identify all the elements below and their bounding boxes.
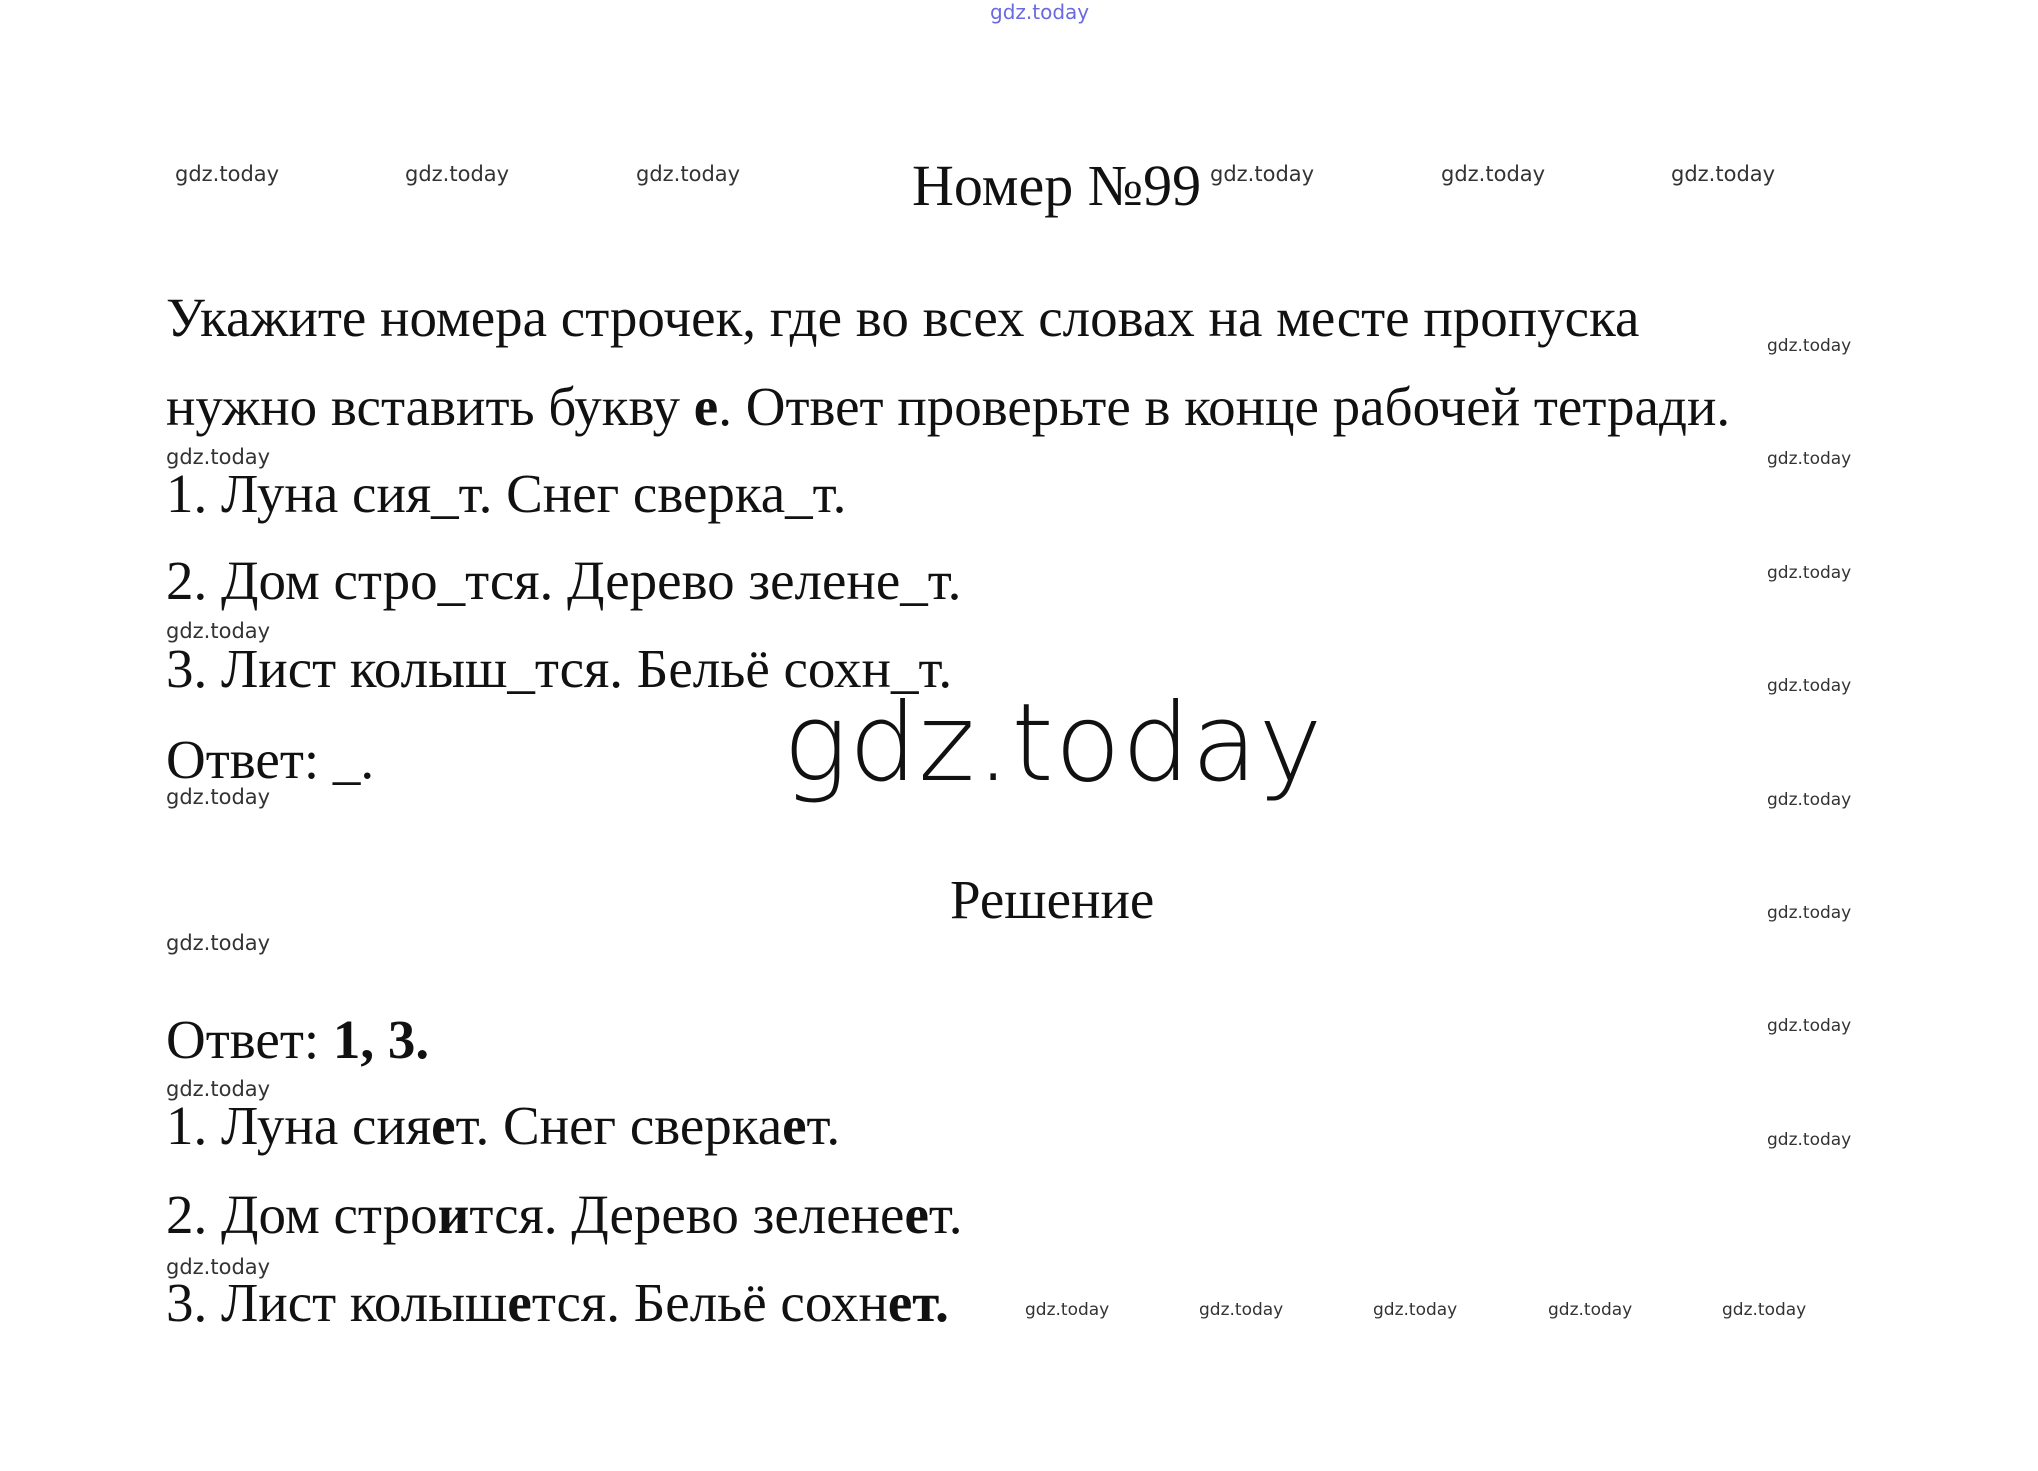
task-line-1: Укажите номера строчек, где во всех словах на месте пропуска (166, 287, 1640, 348)
watermark: gdz.today (1767, 563, 1852, 583)
inserted-letter: е (431, 1095, 456, 1156)
watermark: gdz.today (1767, 1016, 1852, 1036)
solution-text: т. (928, 1184, 963, 1245)
watermark-large: gdz.today (783, 681, 1324, 806)
watermark: gdz.today (1767, 336, 1852, 356)
watermark: gdz.today (1767, 1130, 1852, 1150)
task-line-2: нужно вставить букву е. Ответ проверьте в конце рабочей тетради. (166, 376, 1731, 437)
inserted-letter: и (437, 1184, 470, 1245)
watermark: gdz.today (166, 1255, 271, 1279)
inserted-letter: е (782, 1095, 807, 1156)
answer-blank: Ответ: _. (166, 729, 375, 790)
watermark: gdz.today (1722, 1300, 1807, 1320)
solution-text: т. Снег сверка (455, 1095, 783, 1156)
watermark: gdz.today (175, 162, 280, 186)
solution-line-2 (166, 1184, 963, 1245)
watermark-top: gdz.today (990, 0, 1090, 24)
watermark: gdz.today (166, 931, 271, 955)
watermark: gdz.today (636, 162, 741, 186)
inserted-letter: е (904, 1184, 929, 1245)
watermark: gdz.today (1025, 1300, 1110, 1320)
watermark: gdz.today (1767, 903, 1852, 923)
exercise-line-3: 3. Лист колыш_тся. Бельё сохн_т. (166, 638, 953, 699)
inserted-letter: ет. (887, 1272, 949, 1333)
watermark: gdz.today (166, 619, 271, 643)
exercise-line-1: 1. Луна сия_т. Снег сверка_т. (166, 463, 847, 524)
inserted-letter: е (507, 1272, 532, 1333)
solution-line-3 (166, 1272, 949, 1333)
solution-text: тся. Дерево зелене (469, 1184, 905, 1245)
watermark: gdz.today (1671, 162, 1776, 186)
solution-text: 3. Лист колыш (166, 1272, 508, 1333)
solution-text: 2. Дом стро (166, 1184, 438, 1245)
watermark: gdz.today (1767, 790, 1852, 810)
watermark: gdz.today (1548, 1300, 1633, 1320)
watermark: gdz.today (1373, 1300, 1458, 1320)
watermark: gdz.today (166, 445, 271, 469)
watermark: gdz.today (1441, 162, 1546, 186)
watermark: gdz.today (1199, 1300, 1284, 1320)
watermark: gdz.today (1767, 676, 1852, 696)
watermark: gdz.today (1767, 449, 1852, 469)
solution-text: т. (806, 1095, 841, 1156)
solution-line-1 (166, 1095, 841, 1156)
watermark: gdz.today (1210, 162, 1315, 186)
watermark: gdz.today (166, 785, 271, 809)
watermark: gdz.today (405, 162, 510, 186)
watermark: gdz.today (166, 1077, 271, 1101)
solution-text: тся. Бельё сохн (531, 1272, 888, 1333)
answer-line: Ответ: 1, 3. (166, 1009, 430, 1070)
exercise-line-2: 2. Дом стро_тся. Дерево зелене_т. (166, 550, 962, 611)
solution-heading: Решение (950, 869, 1155, 930)
solution-text: 1. Луна сия (166, 1095, 432, 1156)
page-title: Номер №99 (912, 153, 1202, 218)
